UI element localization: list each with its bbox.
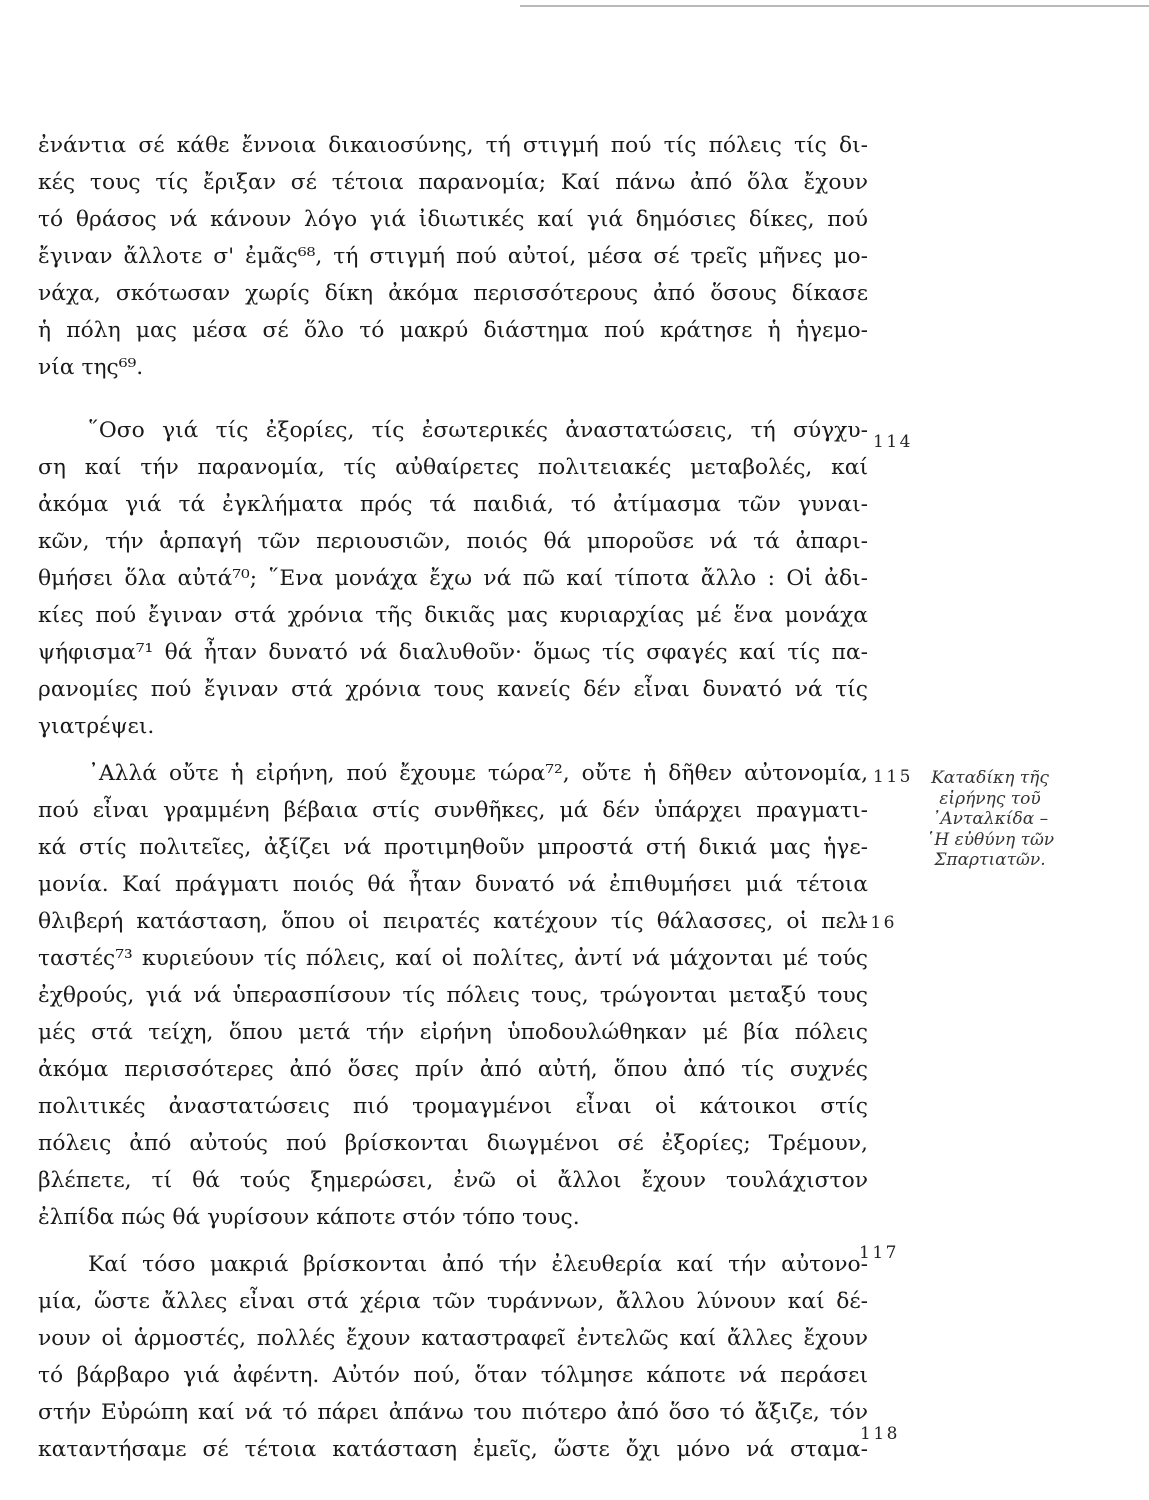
- text-line: ψήφισμα⁷¹ θά ἦταν δυνατό νά διαλυθοῦν· ὅμως τίς σφαγές καί τίς πα-: [38, 640, 868, 665]
- text-line: βλέπετε, τί θά τούς ξημερώσει, ἐνῶ οἱ ἄλλοι ἔχουν τουλάχιστον: [38, 1168, 868, 1193]
- section-number: 117: [859, 1243, 899, 1263]
- section-number: 116: [857, 913, 897, 933]
- text-line: καταντήσαμε σέ τέτοια κατάσταση ἐμεῖς, ὥστε ὄχι μόνο νά σταμα-: [38, 1437, 868, 1462]
- text-line: τό θράσος νά κάνουν λόγο γιά ἰδιωτικές καί γιά δημόσιες δίκες, πού: [38, 207, 868, 232]
- text-line: ἀκόμα περισσότερες ἀπό ὅσες πρίν ἀπό αὐτή, ὅπου ἀπό τίς συχνές: [38, 1057, 868, 1082]
- text-line: ᾿Αλλά οὔτε ἡ εἰρήνη, πού ἔχουμε τώρα⁷², οὔτε ἡ δῆθεν αὐτονομία,: [88, 761, 868, 786]
- text-line: μές στά τείχη, ὅπου μετά τήν εἰρήνη ὑποδουλώθηκαν μέ βία πόλεις: [38, 1020, 868, 1045]
- margin-note-line: Σπαρτιατῶν.: [934, 850, 1046, 870]
- text-line: κίες πού ἔγιναν στά χρόνια τῆς δικιᾶς μας κυριαρχίας μέ ἕνα μονάχα: [38, 603, 868, 628]
- text-line: νουν οἱ ἁρμοστές, πολλές ἔχουν καταστραφεῖ ἐντελῶς καί ἄλλες ἔχουν: [38, 1326, 868, 1351]
- text-line: νία της⁶⁹.: [38, 355, 144, 380]
- text-line: ἐλπίδα πώς θά γυρίσουν κάποτε στόν τόπο τους.: [38, 1205, 580, 1230]
- text-line: ἐνάντια σέ κάθε ἔννοια δικαιοσύνης, τή στιγμή πού τίς πόλεις τίς δι-: [38, 133, 868, 158]
- margin-note-line: ᾿Ανταλκίδα –: [931, 809, 1049, 829]
- text-line: κῶν, τήν ἁρπαγή τῶν περιουσιῶν, ποιός θά μποροῦσε νά τά ἀπαρι-: [38, 529, 868, 554]
- text-line: ταστές⁷³ κυριεύουν τίς πόλεις, καί οἱ πολίτες, ἀντί νά μάχονται μέ τούς: [38, 946, 868, 971]
- text-line: κές τους τίς ἔριξαν σέ τέτοια παρανομία; Καί πάνω ἀπό ὅλα ἔχουν: [38, 170, 868, 195]
- text-line: μία, ὥστε ἄλλες εἶναι στά χέρια τῶν τυράννων, ἄλλου λύνουν καί δέ-: [38, 1289, 868, 1314]
- text-line: ἀκόμα γιά τά ἐγκλήματα πρός τά παιδιά, τό ἀτίμασμα τῶν γυναι-: [38, 492, 868, 517]
- text-line: κά στίς πολιτεῖες, ἀξίζει νά προτιμηθοῦν μπροστά στή δικιά μας ἡγε-: [38, 835, 868, 860]
- text-line: ρανομίες πού ἔγιναν στά χρόνια τους κανείς δέν εἶναι δυνατό νά τίς: [38, 677, 868, 702]
- margin-note-line: ῾Η εὐθύνη τῶν: [925, 829, 1055, 850]
- text-line: τό βάρβαρο γιά ἀφέντη. Αὐτόν πού, ὅταν τόλμησε κάποτε νά περάσει: [38, 1363, 868, 1388]
- section-number: 118: [860, 1424, 900, 1444]
- text-line: ῞Οσο γιά τίς ἐξορίες, τίς ἐσωτερικές ἀναστατώσεις, τή σύγχυ-: [88, 418, 868, 443]
- margin-note: [915, 768, 1065, 871]
- text-line: πόλεις ἀπό αὐτούς πού βρίσκονται διωγμένοι σέ ἐξορίες; Τρέμουν,: [38, 1131, 868, 1156]
- section-number: 115: [873, 767, 913, 787]
- text-line: ἡ πόλη μας μέσα σέ ὅλο τό μακρύ διάστημα πού κράτησε ἡ ἡγεμο-: [38, 318, 868, 343]
- margin-note-line: Καταδίκη τῆς: [931, 768, 1049, 788]
- text-line: στήν Εὐρώπη καί νά τό πάρει ἀπάνω του πιότερο ἀπό ὅσο τό ἄξιζε, τόν: [38, 1400, 868, 1425]
- text-line: ἐχθρούς, γιά νά ὑπερασπίσουν τίς πόλεις τους, τρώγονται μεταξύ τους: [38, 983, 868, 1008]
- text-line: μονία. Καί πράγματι ποιός θά ἦταν δυνατό νά ἐπιθυμήσει μιά τέτοια: [38, 872, 868, 897]
- text-line: θλιβερή κατάσταση, ὅπου οἱ πειρατές κατέχουν τίς θάλασσες, οἱ πελ-: [38, 909, 868, 934]
- section-number: 114: [873, 432, 913, 452]
- text-line: θμήσει ὅλα αὐτά⁷⁰; ῞Ενα μονάχα ἔχω νά πῶ καί τίποτα ἄλλο : Οἱ ἀδι-: [38, 566, 868, 591]
- text-line: ση καί τήν παρανομία, τίς αὐθαίρετες πολιτειακές μεταβολές, καί: [38, 455, 868, 480]
- text-line: νάχα, σκότωσαν χωρίς δίκη ἀκόμα περισσότερους ἀπό ὅσους δίκασε: [38, 281, 868, 306]
- text-line: ἔγιναν ἄλλοτε σ' ἐμᾶς⁶⁸, τή στιγμή πού αὐτοί, μέσα σέ τρεῖς μῆνες μο-: [38, 244, 868, 269]
- text-line: πού εἶναι γραμμένη βέβαια στίς συνθῆκες, μά δέν ὑπάρχει πραγματι-: [38, 798, 868, 823]
- text-line: πολιτικές ἀναστατώσεις πιό τρομαγμένοι εἶναι οἱ κάτοικοι στίς: [38, 1094, 868, 1119]
- margin-note-line: εἰρήνης τοῦ: [939, 788, 1041, 809]
- text-line: γιατρέψει.: [38, 714, 155, 739]
- text-line: Καί τόσο μακριά βρίσκονται ἀπό τήν ἐλευθερία καί τήν αὐτονο-: [88, 1252, 868, 1277]
